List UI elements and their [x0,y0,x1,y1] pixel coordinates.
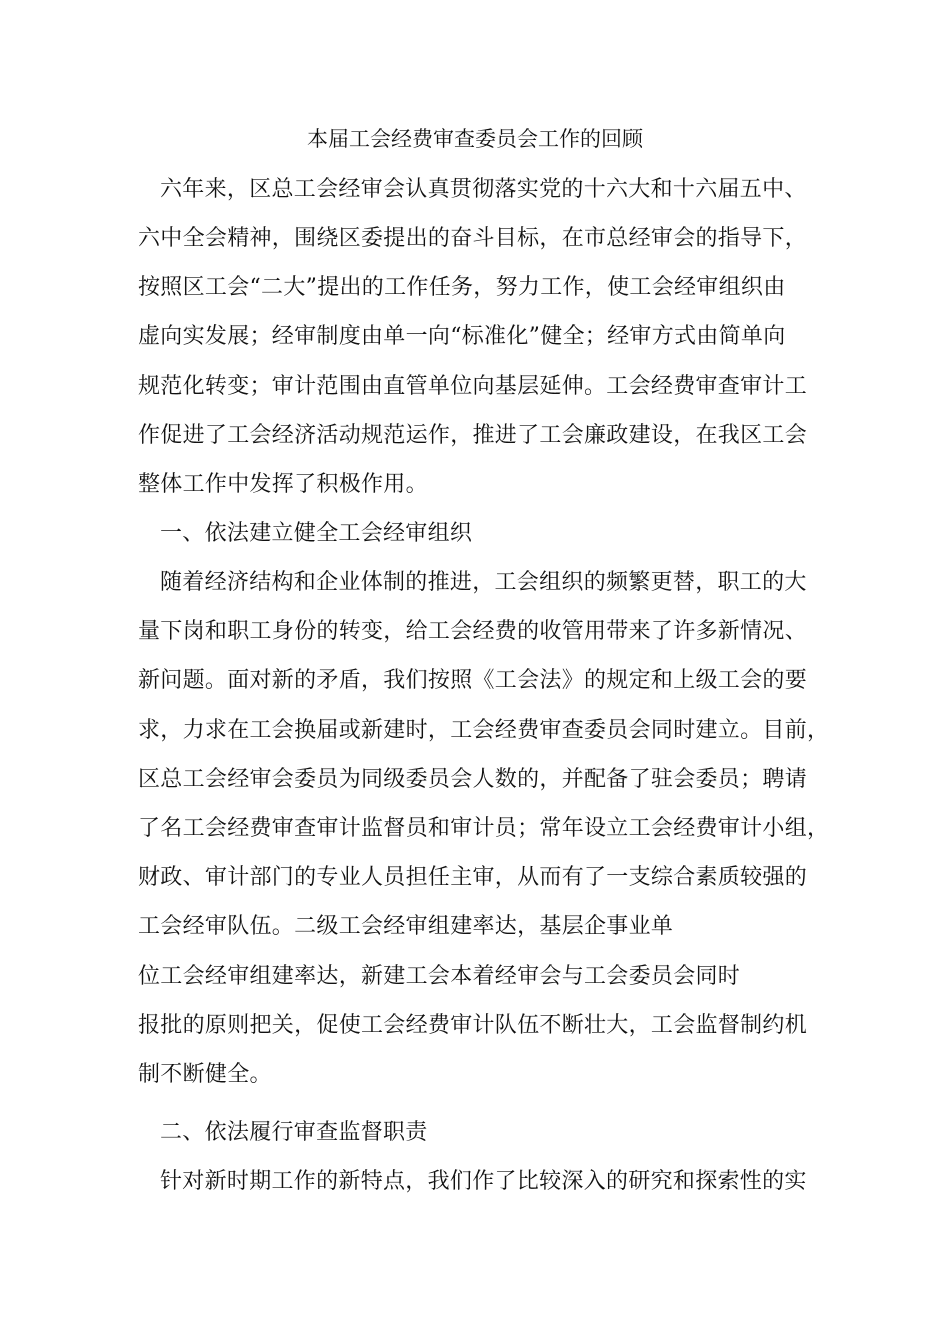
document-title: 本届工会经费审查委员会工作的回顾 [307,127,643,151]
paragraph-line: 针对新时期工作的新特点，我们作了比较深入的研究和探索性的实 [160,1169,807,1194]
paragraph-line: 区总工会经审会委员为同级委员会人数的，并配备了驻会委员；聘请 [138,767,808,792]
paragraph-line: 整体工作中发挥了积极作用。 [138,472,428,497]
paragraph-line: 财政、审计部门的专业人员担任主审，从而有了一支综合素质较强的 [138,865,808,890]
paragraph-line: 规范化转变；审计范围由直管单位向基层延伸。工会经费审查审计工 [138,374,808,399]
paragraph-line: 工会经审队伍。二级工会经审组建率达，基层企事业单 [138,914,674,939]
paragraph-line: 求，力求在工会换届或新建时，工会经费审查委员会同时建立。目前， [138,718,830,743]
paragraph-line: 六中全会精神，围绕区委提出的奋斗目标，在市总经审会的指导下， [138,226,808,251]
section-heading: 一、依法建立健全工会经审组织 [160,521,473,546]
paragraph-line: 虚向实发展；经审制度由单一向“标准化”健全；经审方式由简单向 [138,324,786,349]
paragraph-line: 六年来，区总工会经审会认真贯彻落实党的十六大和十六届五中、 [160,177,807,202]
paragraph-line: 制不断健全。 [138,1062,272,1087]
paragraph-line: 报批的原则把关，促使工会经费审计队伍不断壮大，工会监督制约机 [138,1013,808,1038]
paragraph-line: 随着经济结构和企业体制的推进，工会组织的频繁更替，职工的大 [160,570,807,595]
section-heading: 二、依法履行审查监督职责 [160,1120,428,1145]
paragraph-line: 新问题。面对新的矛盾，我们按照《工会法》的规定和上级工会的要 [138,668,808,693]
paragraph-line: 量下岗和职工身份的转变，给工会经费的收管用带来了许多新情况、 [138,619,808,644]
paragraph-line: 了名工会经费审查审计监督员和审计员；常年设立工会经费审计小组， [138,816,830,841]
paragraph-line: 位工会经审组建率达，新建工会本着经审会与工会委员会同时 [138,964,741,989]
paragraph-line: 作促进了工会经济活动规范运作，推进了工会廉政建设，在我区工会 [138,423,808,448]
paragraph-line: 按照区工会“二大”提出的工作任务，努力工作，使工会经审组织由 [138,275,786,300]
